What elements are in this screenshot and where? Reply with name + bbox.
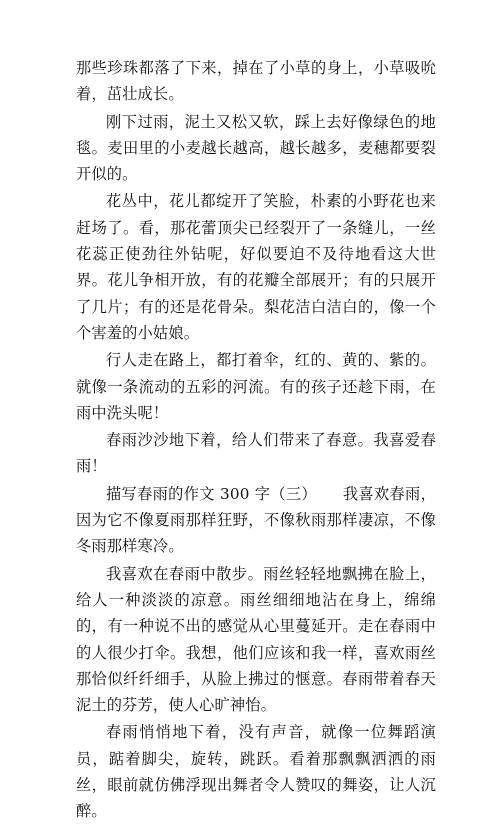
paragraph-8: 春雨悄悄地下着，没有声音，就像一位舞蹈演员，踮着脚尖，旋转，跳跃。看着那飘飘洒洒的雨丝，眼前就仿佛浮现出舞者令人赞叹的舞姿，让人沉醉。 [76, 723, 436, 821]
paragraph-1: 那些珍珠都落了下来，掉在了小草的身上，小草吸吮着，茁壮成长。 [76, 59, 436, 104]
paragraph-7: 我喜欢在春雨中散步。雨丝轻轻地飘拂在脸上，给人一种淡淡的凉意。雨丝细细地沾在身上，绵绵的，有一种说不出的感觉从心里蔓延开。走在春雨中的人很少打伞。我想，他们应该和我一样，喜欢雨丝那恰似纤纤细手，从脸上拂过的惬意。春雨带着春天泥土的芬芳，使人心旷神怡。 [76, 564, 436, 715]
paragraph-2: 刚下过雨，泥土又松又软，踩上去好像绿色的地毯。麦田里的小麦越长越高，越长越多，麦穗都要裂开似的。 [76, 112, 436, 184]
section-heading-paragraph: 描写春雨的作文 300 字（三） 我喜欢春雨，因为它不像夏雨那样狂野，不像秋雨那样凄凉，不像冬雨那样寒冷。 [76, 484, 436, 556]
paragraph-5: 春雨沙沙地下着，给人们带来了春意。我喜爱春雨！ [76, 431, 436, 476]
paragraph-3: 花丛中，花儿都绽开了笑脸，朴素的小野花也来赶场了。看，那花蕾顶尖已经裂开了一条缝儿，一丝花蕊正使劲往外钻呢，好似要迫不及待地看这大世界。花儿争相开放，有的花瓣全部展开；有的只展开了几片；有的还是花骨朵。梨花洁白洁白的，像一个个害羞的小姑娘。 [76, 192, 436, 342]
paragraph-4: 行人走在路上，都打着伞，红的、黄的、紫的。就像一条流动的五彩的河流。有的孩子还趁下雨，在雨中洗头呢！ [76, 351, 436, 422]
